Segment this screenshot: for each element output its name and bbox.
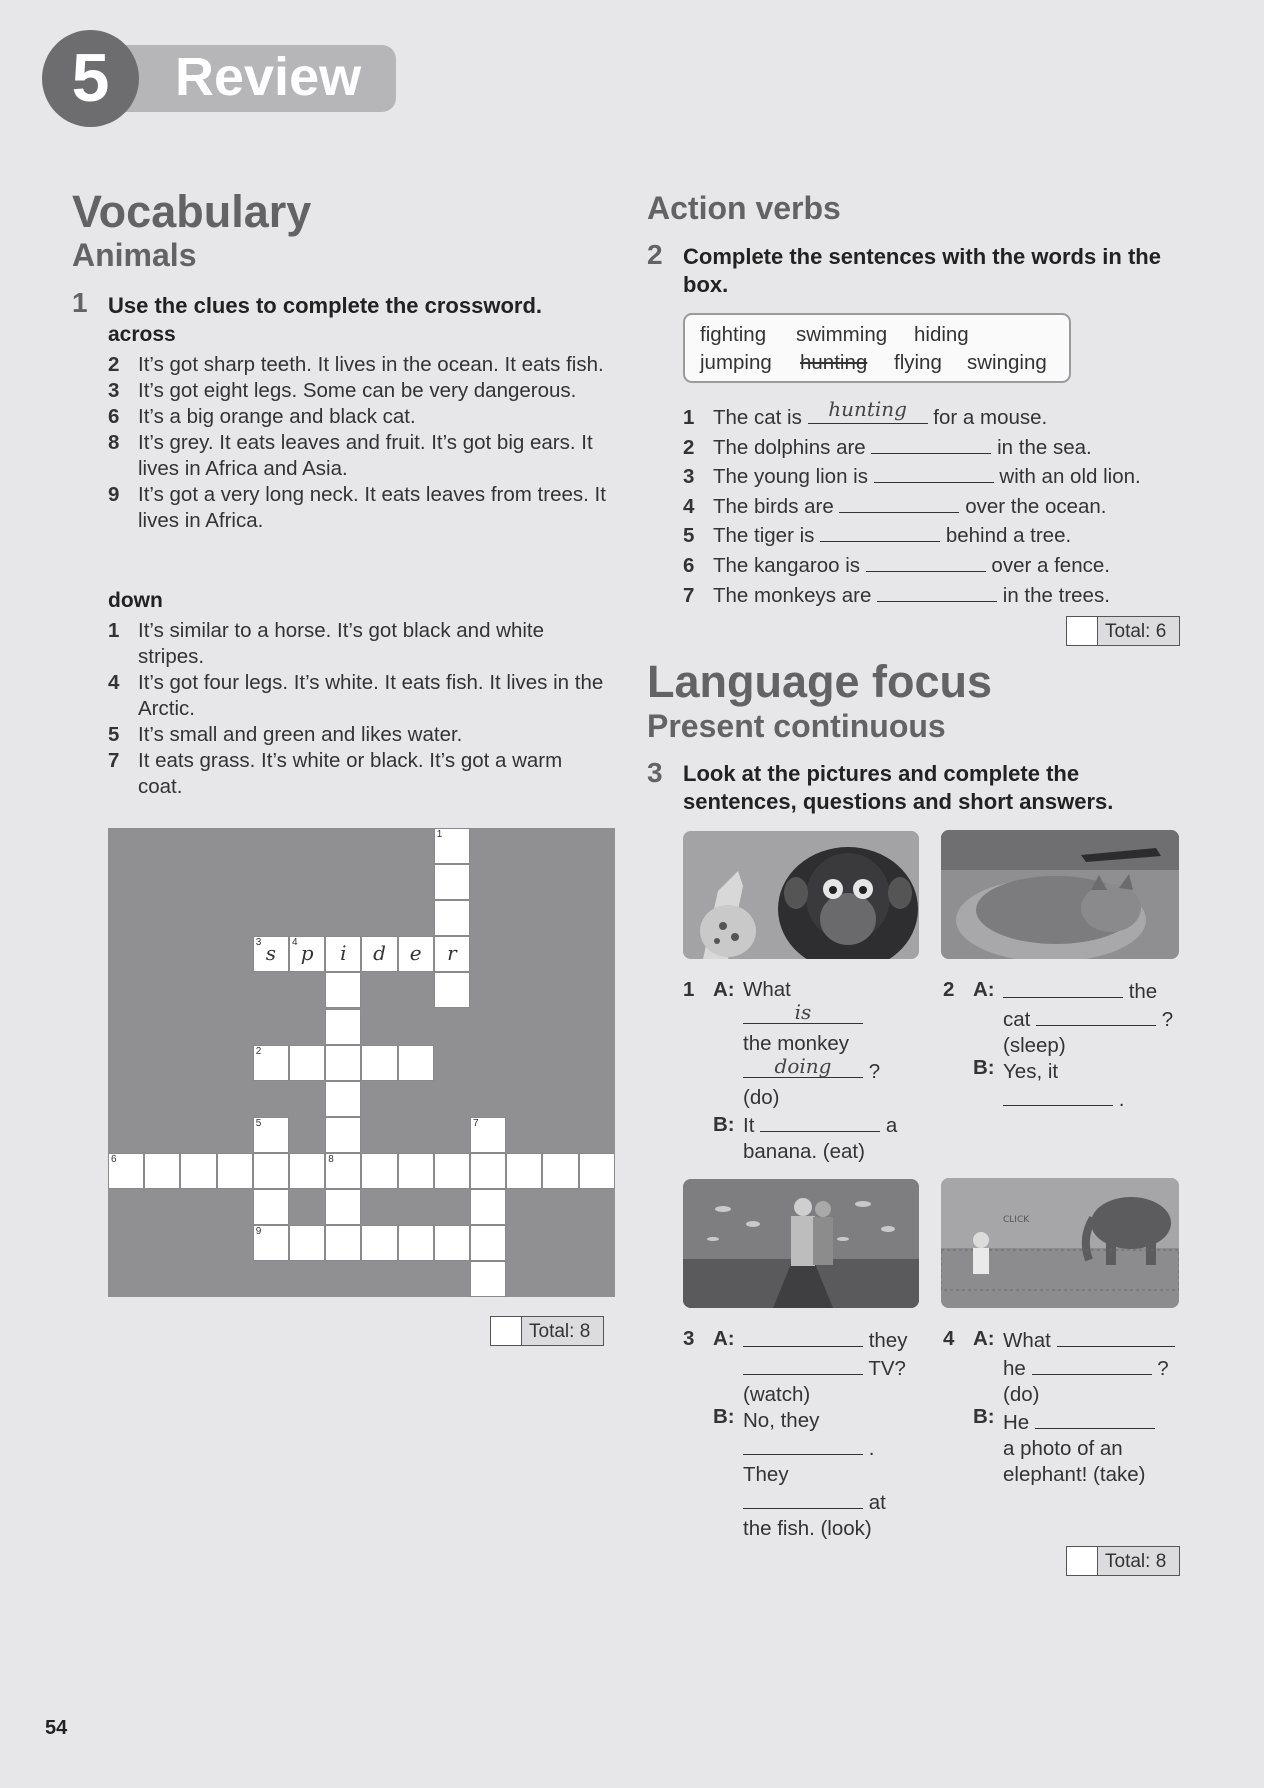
crossword-cell[interactable]: [434, 936, 470, 972]
sentence-item: 1 The cat is hunting for a mouse.: [683, 397, 1048, 429]
crossword-clue-number: 9: [255, 1226, 262, 1238]
clue-item: 3 It’s got eight legs. Some can be very dangerous.: [108, 379, 577, 402]
exercise-number: 3: [647, 757, 663, 788]
crossword-cell[interactable]: [579, 1153, 615, 1189]
crossword-cell[interactable]: [434, 1153, 470, 1189]
answer-blank[interactable]: [877, 581, 997, 602]
answer-blank[interactable]: doing: [743, 1057, 863, 1078]
answer-blank[interactable]: [743, 1354, 863, 1375]
score-input[interactable]: [1067, 617, 1098, 645]
sentence-item: 5 The tiger is behind a tree.: [683, 521, 1183, 551]
crossword-grid: [108, 828, 615, 1297]
answer-blank[interactable]: [743, 1434, 863, 1455]
qa-item-3: 3 A: they TV? (watch) B: No, they . They at the fish. (look): [683, 1327, 908, 1540]
crossword-cell[interactable]: [470, 1189, 506, 1225]
elephant-picture: [941, 1178, 1179, 1308]
crossword-cell[interactable]: [144, 1153, 180, 1189]
crossword-cell[interactable]: [325, 1009, 361, 1045]
answer-blank[interactable]: [1036, 1005, 1156, 1026]
answer-blank[interactable]: [1032, 1354, 1152, 1375]
sentence-item: 3 The young lion is with an old lion.: [683, 462, 1183, 492]
crossword-clue-number: 6: [111, 1153, 117, 1165]
crossword-clue-number: 1: [436, 829, 443, 840]
exercise-instruction: Complete the sentences with the words in the box.: [683, 244, 1161, 297]
sentence-list: [683, 397, 1183, 610]
crossword-cell[interactable]: [398, 936, 434, 972]
across-clues: [108, 352, 608, 534]
qa-item-2: 2 A: the cat ? (sleep) B: Yes, it .: [943, 978, 1174, 1111]
total-score-box: [1066, 616, 1180, 646]
crossword-cell[interactable]: [325, 1189, 361, 1225]
monkey-picture: [683, 831, 919, 959]
click-caption: CLICK: [1003, 1215, 1030, 1225]
crossword-cell[interactable]: [434, 972, 470, 1008]
answer-blank[interactable]: [820, 521, 940, 542]
answer-blank[interactable]: [1057, 1326, 1175, 1347]
crossword-example-letter: i: [340, 941, 347, 966]
crossword-clue-number: 3: [255, 937, 262, 949]
answer-blank[interactable]: hunting: [808, 403, 928, 424]
crossword-cell[interactable]: [325, 1117, 361, 1153]
crossword-cell[interactable]: [217, 1153, 253, 1189]
crossword-cell[interactable]: [289, 936, 325, 972]
total-label: Total: 6: [1105, 621, 1167, 642]
clue-item: 8 It’s grey. It eats leaves and fruit. It’s got big ears. It lives in Africa and Asia.: [108, 431, 593, 480]
crossword-cell[interactable]: [108, 1153, 144, 1189]
crossword-cell[interactable]: [253, 1189, 289, 1225]
crossword-cell[interactable]: [470, 1261, 506, 1297]
crossword-cell[interactable]: [470, 1225, 506, 1261]
total-score-box: [490, 1316, 604, 1346]
crossword-cell[interactable]: [289, 1225, 325, 1261]
qa-item-1: 1 A: What is the monkey doing ? (do) B: It a banana. (eat): [683, 978, 898, 1163]
crossword-cell[interactable]: [470, 1153, 506, 1189]
answer-blank[interactable]: [866, 551, 986, 572]
answer-blank[interactable]: [839, 492, 959, 513]
crossword-cell[interactable]: [398, 1045, 434, 1081]
down-label: down: [108, 589, 163, 612]
clue-item: 2 It’s got sharp teeth. It lives in the ocean. It eats fish.: [108, 353, 604, 376]
total-label: Total: 8: [1105, 1551, 1167, 1572]
crossword-clue-number: 7: [473, 1117, 479, 1129]
answer-blank[interactable]: [871, 433, 991, 454]
crossword-cell[interactable]: [180, 1153, 216, 1189]
crossword-cell[interactable]: [434, 900, 470, 936]
sleeping-cat-picture: [941, 830, 1179, 959]
score-input[interactable]: [1067, 1547, 1098, 1575]
crossword-cell[interactable]: [434, 828, 470, 864]
clue-item: 6 It’s a big orange and black cat.: [108, 405, 416, 428]
crossword-cell[interactable]: [289, 1153, 325, 1189]
crossword-example-letter: d: [373, 941, 386, 966]
exercise-number: 2: [647, 239, 663, 270]
word-hiding: hiding: [914, 323, 969, 346]
word-swimming: swimming: [796, 323, 888, 346]
sentence-item: 7 The monkeys are in the trees.: [683, 581, 1183, 611]
exercise-instruction: Look at the pictures and complete the sentences, questions and short answers.: [683, 761, 1114, 814]
crossword-cell[interactable]: [325, 1045, 361, 1081]
clue-item: 4 It’s got four legs. It’s white. It eats fish. It lives in the Arctic.: [108, 671, 604, 720]
crossword-cell[interactable]: [361, 936, 397, 972]
crossword-cell[interactable]: [361, 1153, 397, 1189]
crossword-cell[interactable]: [253, 1117, 289, 1153]
vocabulary-subheading: Animals: [72, 237, 197, 273]
unit-title: Review: [175, 47, 362, 107]
answer-blank[interactable]: [743, 1488, 863, 1509]
crossword-cell[interactable]: [434, 864, 470, 900]
sentence-item: 4 The birds are over the ocean.: [683, 492, 1183, 522]
crossword-cell[interactable]: [398, 1153, 434, 1189]
crossword-cell[interactable]: [325, 1081, 361, 1117]
crossword-clue-number: 5: [255, 1117, 262, 1129]
answer-blank[interactable]: [874, 462, 994, 483]
total-score-box: [1066, 1546, 1180, 1576]
crossword-cell[interactable]: [289, 1045, 325, 1081]
crossword-example-letter: e: [409, 941, 422, 966]
unit-number-badge: 5: [42, 30, 139, 127]
word-flying: flying: [894, 351, 942, 374]
crossword-cell[interactable]: [325, 972, 361, 1008]
crossword-clue-number: 8: [328, 1153, 334, 1165]
across-label: across: [108, 323, 176, 346]
crossword-example-letter: s: [265, 941, 277, 966]
score-input[interactable]: [491, 1317, 522, 1345]
crossword-cell[interactable]: [470, 1117, 506, 1153]
word-fighting: fighting: [700, 323, 767, 346]
answer-blank[interactable]: [1003, 1085, 1113, 1106]
page-number: 54: [45, 1717, 68, 1739]
language-focus-heading: Language focus: [647, 656, 993, 707]
crossword-cell[interactable]: [542, 1153, 578, 1189]
crossword-cell[interactable]: [253, 936, 289, 972]
crossword-example-letter: p: [300, 941, 314, 966]
crossword-example-letter: r: [447, 941, 457, 966]
word-jumping: jumping: [700, 351, 772, 374]
crossword-cell[interactable]: [325, 1225, 361, 1261]
crossword-cell[interactable]: [434, 1225, 470, 1261]
sentence-item: 2 The dolphins are in the sea.: [683, 433, 1183, 463]
word-box: [683, 313, 1071, 383]
crossword-cell[interactable]: [253, 1225, 289, 1261]
total-label: Total: 8: [529, 1321, 591, 1342]
word-swinging: swinging: [967, 351, 1047, 374]
qa-item-4: 4 A: What he ? (do) B: He a photo of an elephant! (take): [943, 1326, 1179, 1488]
vocabulary-heading: Vocabulary: [72, 186, 312, 237]
answer-blank[interactable]: [1003, 977, 1123, 998]
sentence-item: 6 The kangaroo is over a fence.: [683, 551, 1183, 581]
answer-blank[interactable]: [743, 1326, 863, 1347]
crossword-clue-number: 4: [292, 937, 298, 949]
exercise-instruction: Use the clues to complete the crossword.: [108, 293, 543, 318]
crossword-cell[interactable]: [361, 1045, 397, 1081]
crossword-cell[interactable]: [253, 1045, 289, 1081]
word-hunting-used: hunting: [800, 351, 868, 374]
crossword-cell[interactable]: [253, 1153, 289, 1189]
clue-item: 7 It eats grass. It’s white or black. It’s got a warm coat.: [108, 749, 563, 798]
exercise-number: 1: [72, 287, 88, 318]
answer-blank[interactable]: is: [743, 1003, 863, 1024]
crossword-cell[interactable]: [325, 936, 361, 972]
aquarium-picture: [683, 1179, 919, 1308]
answer-blank[interactable]: [760, 1111, 880, 1132]
clue-item: 9 It’s got a very long neck. It eats leaves from trees. It lives in Africa.: [108, 483, 606, 532]
clue-item: 5 It’s small and green and likes water.: [108, 723, 463, 746]
down-clues: [108, 618, 608, 800]
crossword-clue-number: 2: [255, 1045, 262, 1057]
answer-blank[interactable]: [1035, 1408, 1155, 1429]
crossword-cell[interactable]: [325, 1153, 361, 1189]
clue-item: 1 It’s similar to a horse. It’s got black and white stripes.: [108, 619, 545, 668]
crossword-cell[interactable]: [506, 1153, 542, 1189]
language-focus-subheading: Present continuous: [647, 708, 946, 744]
crossword-cell[interactable]: [398, 1225, 434, 1261]
action-verbs-heading: Action verbs: [647, 190, 841, 226]
crossword-cell[interactable]: [361, 1225, 397, 1261]
